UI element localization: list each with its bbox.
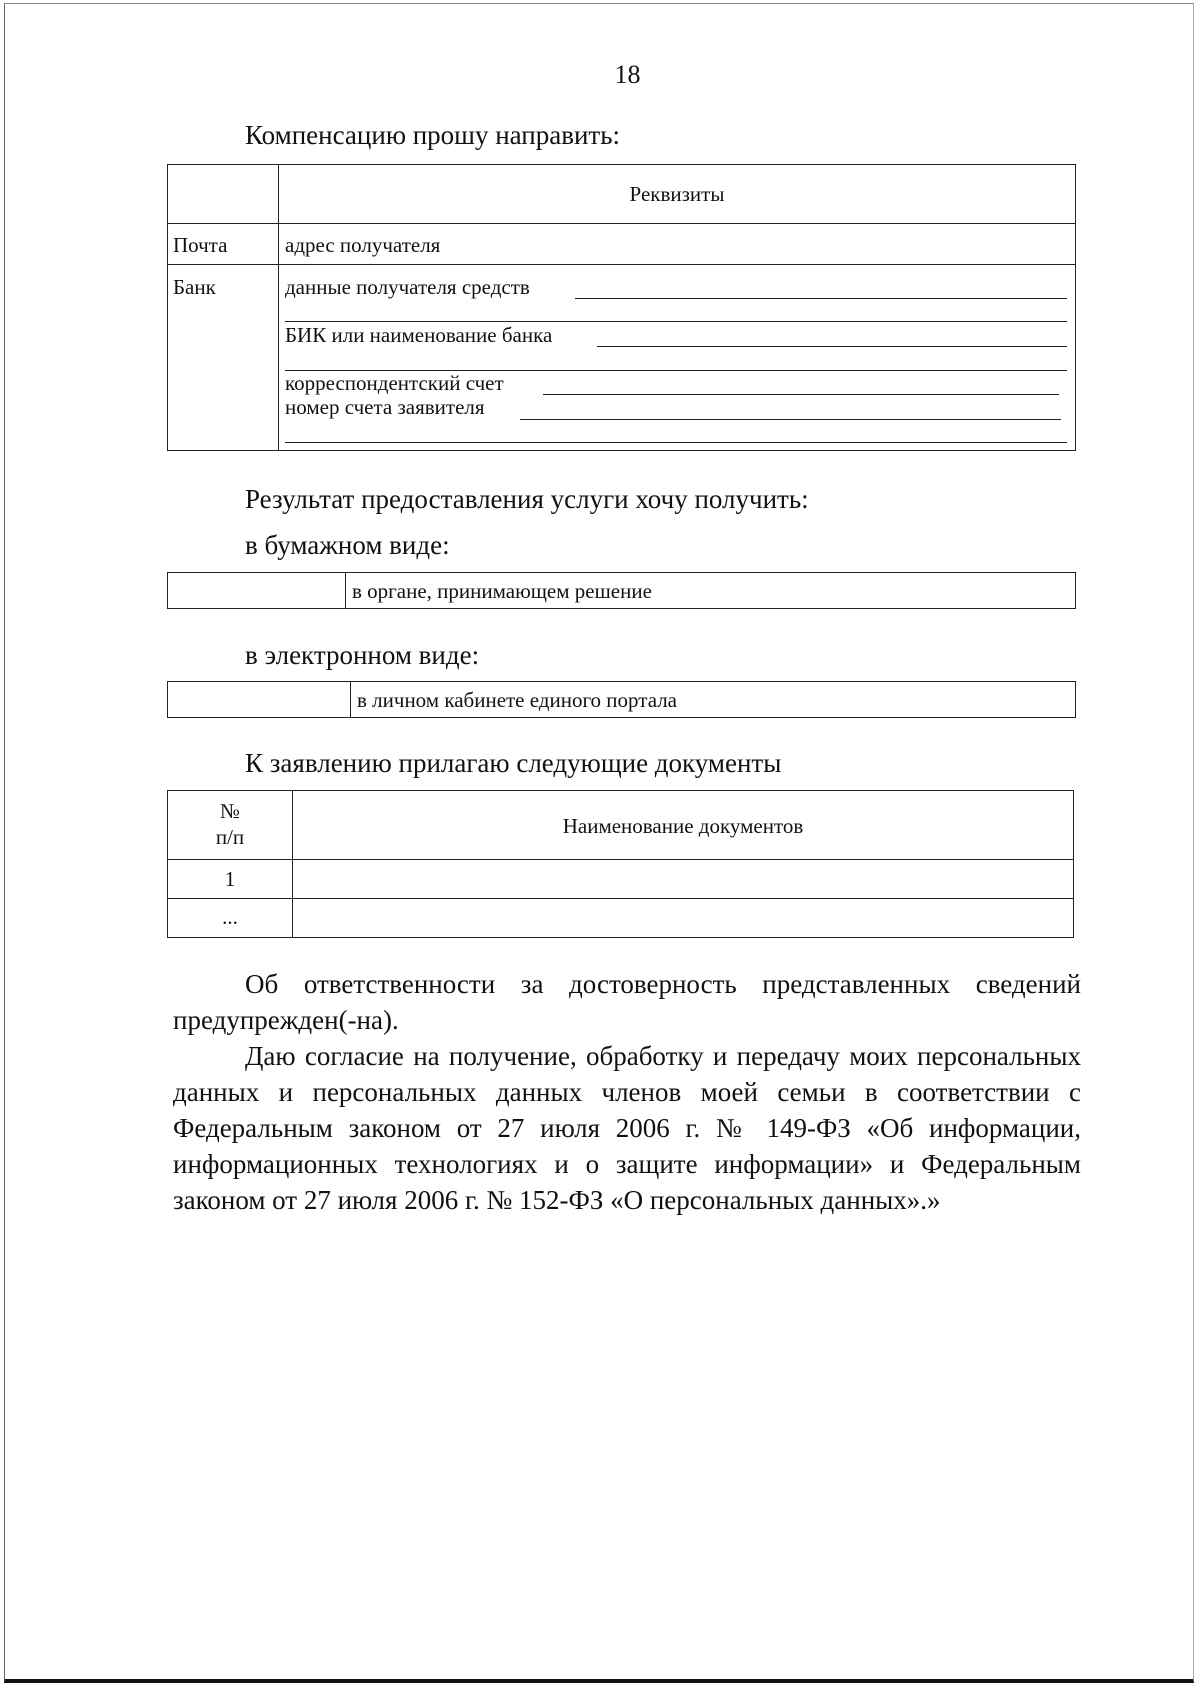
table-row-number: ... xyxy=(222,905,238,929)
documents-heading: К заявлению прилагаю следующие документы xyxy=(245,748,782,778)
page-number: 18 xyxy=(614,60,641,89)
result-heading: Результат предоставления услуги хочу получить: xyxy=(245,484,809,514)
electronic-heading: в электронном виде: xyxy=(245,640,480,670)
paper-option-row xyxy=(167,572,1076,609)
responsibility-paragraph: Об ответственности за достоверность представленных сведений предупрежден(-на). xyxy=(173,969,1081,1035)
row-label-bank: Банк xyxy=(173,275,216,299)
fill-line xyxy=(543,394,1059,395)
table-row-divider xyxy=(168,264,1075,265)
fill-line xyxy=(520,419,1061,420)
table-row-number: 1 xyxy=(224,867,236,891)
table-column-divider xyxy=(278,165,279,450)
field-recipient-data: данные получателя средств xyxy=(285,275,530,299)
field-recipient-address: адрес получателя xyxy=(285,233,441,257)
paper-option-label: в органе, принимающем решение xyxy=(352,579,652,603)
fill-line xyxy=(285,321,1067,322)
field-correspondent-account: корреспондентский счет xyxy=(285,371,504,395)
table-row-divider xyxy=(168,223,1075,224)
fill-line xyxy=(285,442,1067,443)
checkbox-cell-divider xyxy=(350,682,351,717)
compensation-heading: Компенсацию прошу направить: xyxy=(245,120,621,150)
table-row-divider xyxy=(168,898,1073,899)
fill-line xyxy=(575,298,1067,299)
compensation-table xyxy=(167,164,1076,451)
checkbox-cell-divider xyxy=(345,573,346,608)
field-applicant-account: номер счета заявителя xyxy=(285,395,485,419)
column-header-number: № п/п xyxy=(215,799,245,849)
requisites-header: Реквизиты xyxy=(629,182,725,206)
electronic-option-label: в личном кабинете единого портала xyxy=(357,688,678,712)
consent-paragraph: Даю согласие на получение, обработку и передачу моих персональных данных и персональных данных членов моей семьи в соответствии с Федеральным законом от 27 июля 2006 г. № 149-ФЗ «Об информации, информационных технологиях и о защите информации» и Федеральным законом от 27 июля 2006 г. № 152-ФЗ «О персональных данных».» xyxy=(173,1041,1081,1215)
fill-line xyxy=(597,346,1067,347)
field-bank-bik: БИК или наименование банка xyxy=(285,323,553,347)
documents-table xyxy=(167,790,1074,938)
paper-heading: в бумажном виде: xyxy=(245,530,450,560)
row-label-mail: Почта xyxy=(173,233,228,257)
column-header-name: Наименование документов xyxy=(562,814,804,838)
electronic-option-row xyxy=(167,681,1076,718)
table-row-divider xyxy=(168,859,1073,860)
